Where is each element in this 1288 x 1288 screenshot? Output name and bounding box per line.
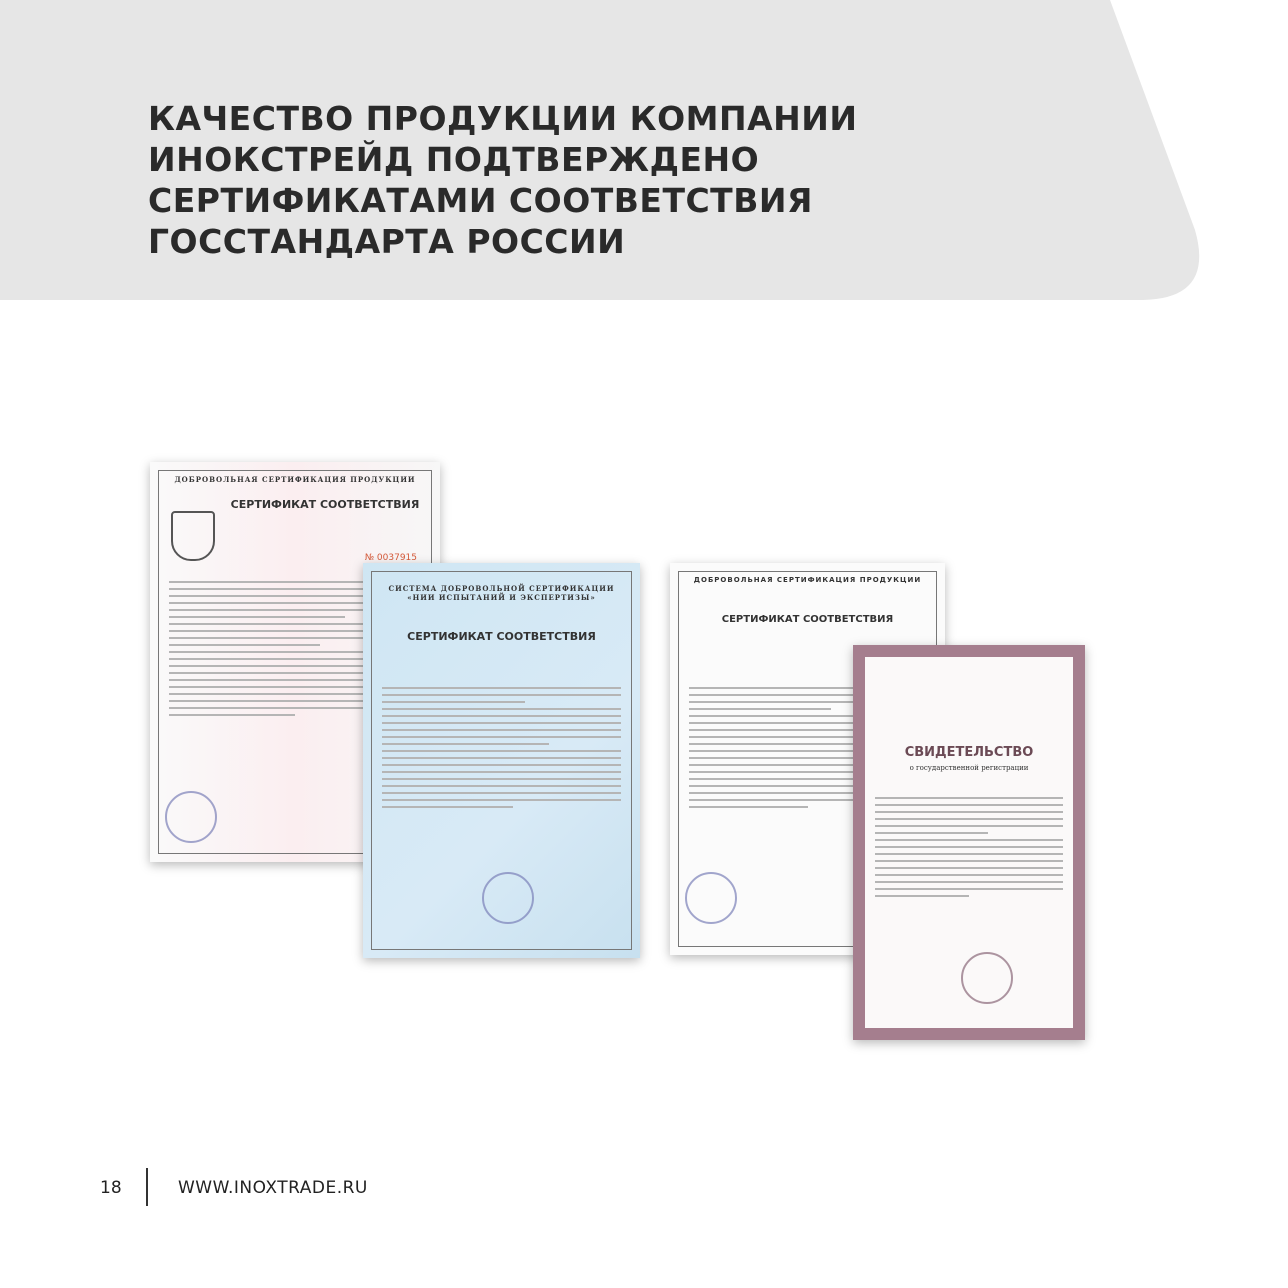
title-line: ИНОКСТРЕЙД ПОДТВЕРЖДЕНО	[148, 140, 760, 179]
title-line: ГОССТАНДАРТА РОССИИ	[148, 222, 626, 261]
website-link[interactable]: WWW.INOXTRADE.RU	[178, 1178, 368, 1198]
title-line: КАЧЕСТВО ПРОДУКЦИИ КОМПАНИИ	[148, 99, 858, 138]
certificate-title: СЕРТИФИКАТ СООТВЕТСТВИЯ	[230, 498, 420, 511]
certificate-heading: ДОБРОВОЛЬНАЯ СЕРТИФИКАЦИЯ ПРОДУКЦИИ	[174, 475, 416, 484]
footer-divider	[146, 1168, 148, 1206]
page-title	[148, 98, 858, 262]
emblem-icon	[171, 511, 215, 561]
page-number: 18	[100, 1178, 122, 1198]
title-line: СЕРТИФИКАТАМИ СООТВЕТСТВИЯ	[148, 181, 813, 220]
certificate-heading: ДОБРОВОЛЬНАЯ СЕРТИФИКАЦИЯ ПРОДУКЦИИ	[693, 576, 922, 584]
certificate-image-4	[853, 645, 1085, 1040]
certificate-image-2	[363, 563, 640, 958]
certificate-title: СЕРТИФИКАТ СООТВЕТСТВИЯ	[407, 630, 596, 643]
stamp-icon	[961, 952, 1013, 1004]
stamp-icon	[482, 872, 534, 924]
certificate-heading: СИСТЕМА ДОБРОВОЛЬНОЙ СЕРТИФИКАЦИИ «НИИ ИСПЫТАНИЙ И ЭКСПЕРТИЗЫ»	[388, 584, 615, 602]
certificate-number: № 0037915	[364, 553, 417, 563]
certificate-title: СВИДЕТЕЛЬСТВО	[904, 745, 1034, 760]
certificate-title: СЕРТИФИКАТ СООТВЕТСТВИЯ	[721, 614, 894, 625]
certificate-subtitle: о государственной регистрации	[909, 764, 1029, 772]
stamp-icon	[165, 791, 217, 843]
stamp-icon	[685, 872, 737, 924]
